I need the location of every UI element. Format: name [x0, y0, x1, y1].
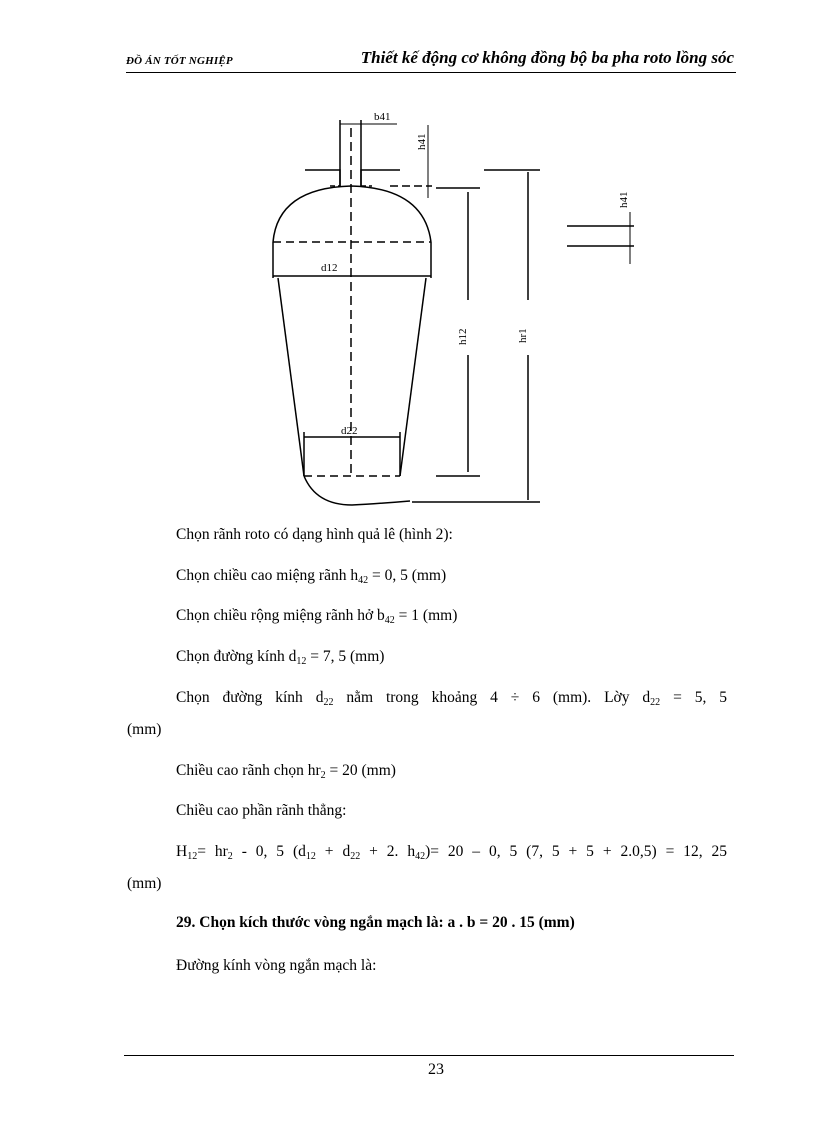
section-heading-29: 29. Chọn kích thước vòng ngắn mạch là: a . b = 20 . 15 (mm)	[176, 914, 575, 931]
bottom-arc	[304, 476, 410, 505]
paragraph-d12: Chọn đường kính $d_{12} = 7$, 5 (mm)	[176, 648, 385, 667]
label-b41: b41	[374, 111, 391, 123]
paragraph-hr2: Chiều cao rãnh chọn $hr_2 = 20$ (mm)	[176, 762, 396, 781]
paragraph-straight-height: Chiều cao phần rãnh thẳng:	[176, 802, 347, 819]
paragraph-h12-cont: (mm)	[127, 875, 162, 892]
top-arc	[273, 186, 431, 242]
right-taper	[400, 278, 426, 476]
label-h41-top: h41	[416, 133, 428, 150]
label-hr1: hr1	[517, 328, 529, 343]
label-d22: d22	[341, 425, 358, 437]
paragraph-d22-cont: (mm)	[127, 721, 162, 738]
label-d12: d12	[321, 262, 338, 274]
label-h12: h12	[457, 328, 469, 345]
paragraph-h42: Chọn chiều cao miệng rãnh $h_{42} = 0$, 5 (mm)	[176, 567, 447, 586]
slot-opening-left	[305, 170, 340, 186]
paragraph-d22: Chọn đường kính $d_{22}$ nằm trong khoảng 4 ÷ 6 (mm). Lờy $d_{22} = 5$, 5	[176, 689, 727, 708]
paragraph-ring-diameter: Đường kính vòng ngắn mạch là:	[176, 957, 377, 974]
rotor-slot-diagram	[0, 0, 816, 520]
paragraph-b42: Chọn chiều rộng miệng rãnh hở $b_{42} = 1$ (mm)	[176, 607, 458, 626]
paragraph-slot-shape: Chọn rãnh roto có dạng hình quả lê (hình 2):	[176, 526, 453, 543]
slot-opening-right	[361, 170, 400, 186]
header-left-title: ĐỒ ÁN TỐT NGHIỆP	[126, 55, 233, 67]
footer-rule	[124, 1055, 734, 1056]
page-number: 23	[428, 1061, 444, 1078]
label-h41-right: h41	[618, 191, 630, 208]
header-right-title: Thiết kế động cơ không đồng bộ ba pha roto lồng sóc	[360, 48, 734, 67]
paragraph-h12-formula: $H_{12}= hr_2 - 0$, 5 ($d_{12} + d_{22} + 2$. $h_{42})= 20 - 0$, 5 (7, 5 + 5 + 2.0,5) = 12, 25	[176, 843, 728, 862]
left-taper	[278, 278, 304, 476]
